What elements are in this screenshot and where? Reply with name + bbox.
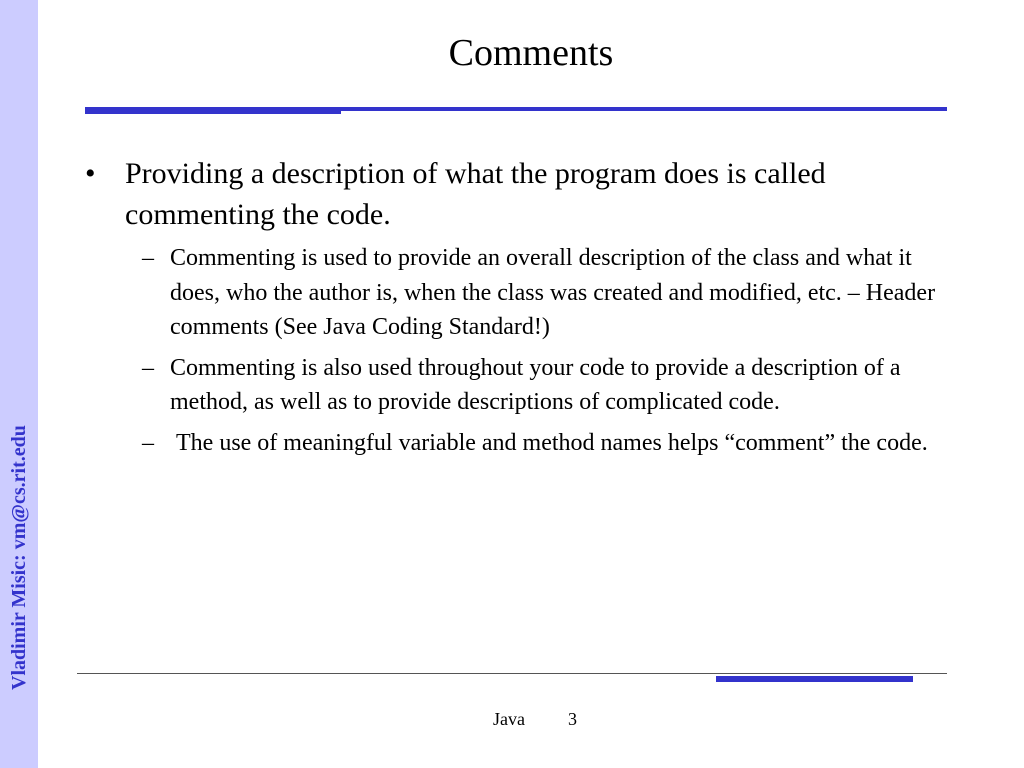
sub-bullet-method-comments: [85, 351, 960, 420]
sub-bullet-list: [85, 241, 955, 460]
title-rule-thin: [341, 107, 947, 111]
sidebar-band: [0, 0, 38, 768]
author-at-sign: @: [8, 504, 30, 523]
page-number: 3: [568, 709, 577, 729]
footer-label: Java: [493, 709, 525, 729]
author-name: Vladimir Misic: vm: [8, 522, 30, 690]
footer-rule: [77, 673, 947, 674]
sub-bullet-text: The use of meaningful variable and method names helps “comment” the code.: [170, 429, 928, 456]
slide-title: Comments: [448, 32, 614, 74]
main-bullet: [85, 153, 955, 235]
sub-bullet-marker: –: [142, 429, 154, 456]
footer-accent-bar: [716, 676, 913, 682]
sub-bullet-text: Commenting is also used throughout your code to provide a description of a method, as well as to provide descriptions of complicated code.: [170, 354, 901, 415]
sub-bullet-text: Commenting is used to provide an overall description of the class and what it does, who the author is, when the class was created and modified, etc. – Header comments (See Java Coding Standard!): [170, 245, 936, 340]
sub-bullet-marker: –: [142, 245, 154, 271]
author-domain: cs.rit.edu: [8, 425, 30, 504]
bullet-marker: •: [85, 157, 96, 190]
slide-content: [85, 153, 955, 466]
sub-bullet-meaningful-names: [85, 426, 960, 461]
main-bullet-text: Providing a description of what the program does is called commenting the code.: [125, 157, 826, 231]
sub-bullet-header-comments: [85, 241, 960, 345]
author-credit: [9, 425, 29, 690]
sub-bullet-marker: –: [142, 354, 154, 381]
title-rule-thick: [85, 107, 341, 114]
